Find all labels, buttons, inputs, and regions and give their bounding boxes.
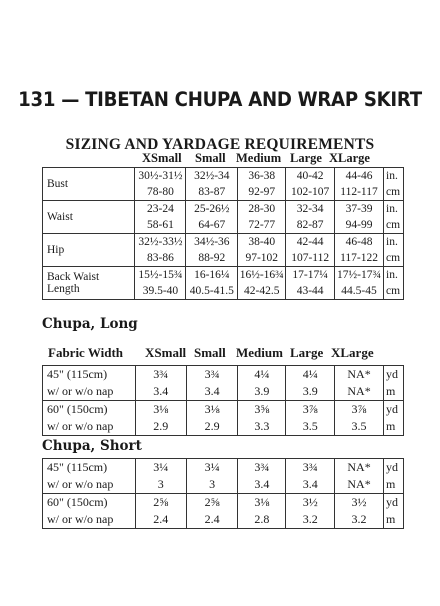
measurement-value-cm: 42-42.5 [238,283,286,300]
yardage-value: NA* [335,476,384,494]
section-title-chupa-long: Chupa, Long [42,316,138,332]
measurement-row-in [43,201,404,218]
measurement-value-in: 15½-15¾ [135,267,186,284]
unit-label: in. [384,168,404,185]
measurement-value-in: 37-39 [335,201,384,218]
yardage-value: 3.2 [286,511,335,529]
unit-label: m [383,418,403,436]
sizing-table [42,167,404,300]
measurement-value-in: 16-16¼ [186,267,238,284]
measurement-value-cm: 44.5-45 [335,283,384,300]
unit-label: yd [383,494,403,512]
yardage-row [43,511,404,529]
size-header [0,151,440,167]
unit-label: m [383,383,403,401]
measurement-value-in: 32½-34 [186,168,238,185]
fabric-width-label: 45" (115cm) [43,366,136,384]
yardage-value: 3 [186,476,238,494]
yardage-value: 3½ [286,494,335,512]
size-header-xsmall: XSmall [142,151,182,165]
measurement-value-cm: 78-80 [135,184,186,201]
yardage-value: 3.3 [238,418,286,436]
yardage-value: 3.4 [186,383,238,401]
chupa-long-table [42,365,404,436]
yardage-value: 3½ [335,494,384,512]
measurement-value-in: 25-26½ [186,201,238,218]
measurement-value-cm: 83-87 [186,184,238,201]
size-header-large: Large [290,151,322,165]
yardage-value: 2.9 [186,418,238,436]
yardage-value: NA* [335,366,384,384]
measurement-value-in: 17-17¼ [286,267,335,284]
yardage-value: 2.9 [135,418,186,436]
yardage-value: 3.9 [238,383,286,401]
measurement-value-cm: 97-102 [238,250,286,267]
yardage-value: 2.8 [238,511,286,529]
fabric-width-label: 60" (150cm) [43,401,136,419]
measurement-value-cm: 94-99 [335,217,384,234]
yardage-value: 3⅛ [186,401,238,419]
yardage-value: 3.9 [286,383,335,401]
yardage-value: 3.5 [286,418,335,436]
yardage-value: 3¾ [135,366,186,384]
measurement-label-line1: Back Waist [47,271,100,283]
measurement-value-cm: 72-77 [238,217,286,234]
fabric-width-label: w/ or w/o nap [43,476,136,494]
size-header-medium: Medium [236,151,282,165]
measurement-value-cm: 102-107 [286,184,335,201]
unit-label: in. [384,201,404,218]
fabric-header-xsmall: XSmall [145,345,187,360]
fabric-header-medium: Medium [236,345,283,360]
yardage-value: 3⅛ [238,494,286,512]
yardage-value: 3¼ [135,459,186,477]
yardage-value: 3¼ [186,459,238,477]
yardage-value: 3⅛ [135,401,186,419]
measurement-value-in: 16½-16¾ [238,267,286,284]
measurement-value-in: 28-30 [238,201,286,218]
measurement-value-cm: 39.5-40 [135,283,186,300]
section-title-chupa-short: Chupa, Short [42,438,142,454]
measurement-value-in: 32-34 [286,201,335,218]
yardage-row [43,494,404,512]
measurement-value-cm: 92-97 [238,184,286,201]
yardage-row [43,366,404,384]
measurement-value-in: 38-40 [238,234,286,251]
fabric-header-large: Large [290,345,324,360]
yardage-value: 2.4 [186,511,238,529]
yardage-value: 3.4 [135,383,186,401]
yardage-value: 2⅝ [135,494,186,512]
chupa-short-table [42,458,404,529]
yardage-value: 3.4 [238,476,286,494]
fabric-header-small: Small [194,345,226,360]
fabric-width-label: w/ or w/o nap [43,511,136,529]
measurement-label-line2: Length [47,283,80,295]
measurement-label: Waist [43,201,135,234]
measurement-row-in [43,267,404,284]
yardage-row [43,383,404,401]
unit-label: cm [384,283,404,300]
yardage-row [43,418,404,436]
yardage-value: 3¾ [186,366,238,384]
measurement-value-in: 32½-33½ [135,234,186,251]
fabric-width-label: 45" (115cm) [43,459,136,477]
yardage-value: 3⅞ [286,401,335,419]
measurement-value-in: 44-46 [335,168,384,185]
measurement-value-cm: 40.5-41.5 [186,283,238,300]
measurement-row-in [43,168,404,185]
fabric-header [0,345,440,361]
fabric-width-label: w/ or w/o nap [43,383,136,401]
measurement-value-in: 42-44 [286,234,335,251]
measurement-value-cm: 117-122 [335,250,384,267]
unit-label: cm [384,184,404,201]
measurement-value-cm: 88-92 [186,250,238,267]
size-header-xlarge: XLarge [329,151,370,165]
measurement-value-cm: 83-86 [135,250,186,267]
measurement-label: Bust [43,168,135,201]
unit-label: yd [383,366,403,384]
yardage-row [43,459,404,477]
yardage-value: 3⅞ [335,401,384,419]
yardage-value: 2.4 [135,511,186,529]
yardage-value: 3.4 [286,476,335,494]
measurement-value-cm: 82-87 [286,217,335,234]
yardage-value: 4¼ [286,366,335,384]
unit-label: m [383,511,403,529]
yardage-value: 3¾ [286,459,335,477]
yardage-value: 2⅝ [186,494,238,512]
measurement-value-in: 36-38 [238,168,286,185]
unit-label: m [383,476,403,494]
measurement-value-in: 34½-36 [186,234,238,251]
unit-label: in. [384,234,404,251]
yardage-value: 3¾ [238,459,286,477]
size-header-small: Small [195,151,226,165]
measurement-row-in [43,234,404,251]
measurement-value-cm: 107-112 [286,250,335,267]
unit-label: cm [384,250,404,267]
measurement-value-in: 40-42 [286,168,335,185]
yardage-value: 4¼ [238,366,286,384]
fabric-header-xlarge: XLarge [331,345,374,360]
yardage-value: NA* [335,459,384,477]
measurement-value-in: 23-24 [135,201,186,218]
measurement-value-cm: 112-117 [335,184,384,201]
unit-label: yd [383,459,403,477]
page-title: 131 — TIBETAN CHUPA AND WRAP SKIRT [18,88,422,111]
unit-label: yd [383,401,403,419]
section-subtitle: SIZING AND YARDAGE REQUIREMENTS [65,136,375,153]
yardage-value: 3.5 [335,418,384,436]
unit-label: in. [384,267,404,284]
measurement-value-in: 46-48 [335,234,384,251]
yardage-value: NA* [335,383,384,401]
measurement-value-cm: 64-67 [186,217,238,234]
measurement-value-in: 17½-17¾ [335,267,384,284]
measurement-label [43,267,135,300]
yardage-row [43,401,404,419]
yardage-value: 3.2 [335,511,384,529]
fabric-width-label: 60" (150cm) [43,494,136,512]
yardage-value: 3 [135,476,186,494]
yardage-row [43,476,404,494]
measurement-value-cm: 43-44 [286,283,335,300]
fabric-width-label: w/ or w/o nap [43,418,136,436]
yardage-value: 3⅝ [238,401,286,419]
measurement-value-in: 30½-31½ [135,168,186,185]
unit-label: cm [384,217,404,234]
measurement-value-cm: 58-61 [135,217,186,234]
fabric-header-width: Fabric Width [48,345,124,360]
measurement-label: Hip [43,234,135,267]
